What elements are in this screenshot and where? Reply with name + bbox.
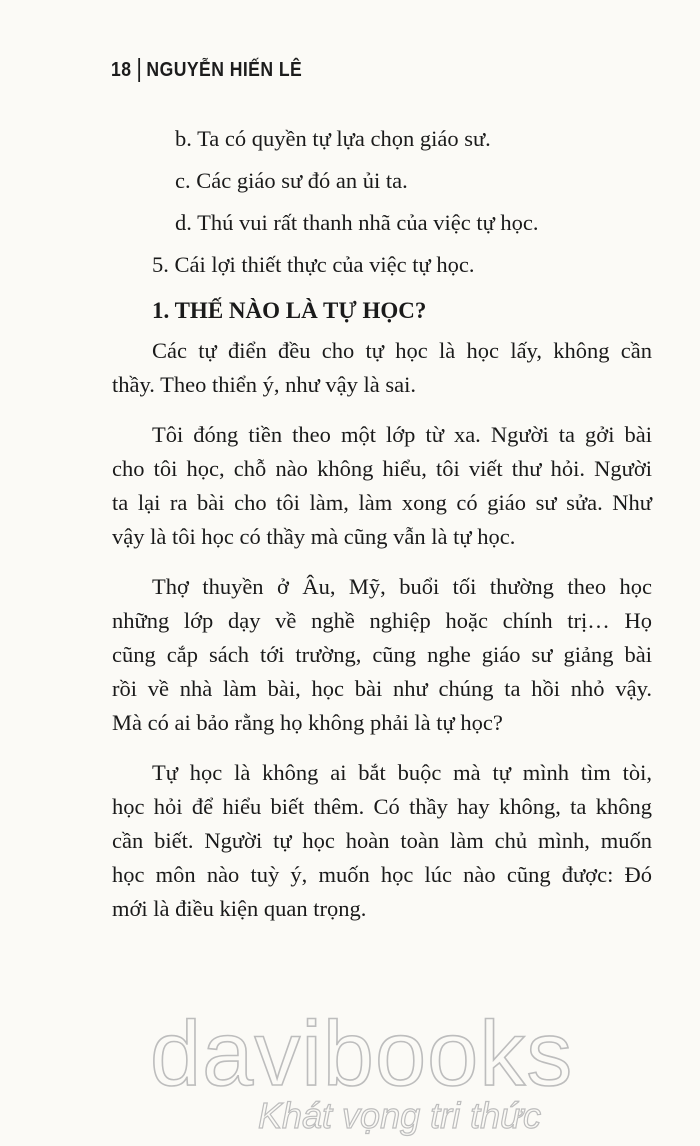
author-name: NGUYỄN HIẾN LÊ <box>146 58 303 81</box>
running-header <box>111 58 302 82</box>
paragraph-3-line-5: Mà có ai bảo rằng họ không phải là tự học? <box>112 710 503 735</box>
paragraph-3-line-2: những lớp dạy về nghề nghiệp hoặc chính trị… Họ <box>112 608 652 633</box>
outline-item-c: c. Các giáo sư đó an ủi ta. <box>175 168 408 193</box>
paragraph-4-line-4: học môn nào tuỳ ý, muốn học lúc nào cũng được: Đó <box>112 862 652 887</box>
paragraph-2-line-1: Tôi đóng tiền theo một lớp từ xa. Người ta gởi bài <box>152 422 652 447</box>
outline-item-d: d. Thú vui rất thanh nhã của việc tự học. <box>175 210 539 235</box>
paragraph-4-line-5: mới là điều kiện quan trọng. <box>112 896 367 921</box>
paragraph-4-line-3: cần biết. Người tự học hoàn toàn làm chủ mình, muốn <box>112 828 652 853</box>
paragraph-3-line-4: rồi về nhà làm bài, học bài như chúng ta hồi nhỏ vậy. <box>112 676 652 701</box>
outline-item-5: 5. Cái lợi thiết thực của việc tự học. <box>152 252 475 277</box>
outline-item-b: b. Ta có quyền tự lựa chọn giáo sư. <box>175 126 491 151</box>
watermark-logo: davibooks <box>150 1003 574 1105</box>
paragraph-2-line-4: vậy là tôi học có thầy mà cũng vẫn là tự học. <box>112 524 516 549</box>
paragraph-4-line-2: học hỏi để hiểu biết thêm. Có thầy hay không, ta không <box>112 794 652 819</box>
paragraph-2-line-3: ta lại ra bài cho tôi làm, làm xong có giáo sư sửa. Như <box>112 490 652 515</box>
paragraph-2-line-2: cho tôi học, chỗ nào không hiểu, tôi viết thư hỏi. Người <box>112 456 652 481</box>
header-separator <box>139 58 141 82</box>
paragraph-4-line-1: Tự học là không ai bắt buộc mà tự mình tìm tòi, <box>152 760 652 785</box>
paragraph-3-line-1: Thợ thuyền ở Âu, Mỹ, buổi tối thường theo học <box>152 574 652 599</box>
section-heading: 1. THẾ NÀO LÀ TỰ HỌC? <box>152 298 427 323</box>
paragraph-3-line-3: cũng cắp sách tới trường, cũng nghe giáo sư giảng bài <box>112 642 652 667</box>
page-number: 18 <box>111 58 132 81</box>
paragraph-1-line-2: thầy. Theo thiển ý, như vậy là sai. <box>112 372 417 397</box>
watermark-tagline: Khát vọng tri thức <box>258 1095 541 1136</box>
paragraph-1-line-1: Các tự điển đều cho tự học là học lấy, không cần <box>152 338 652 363</box>
